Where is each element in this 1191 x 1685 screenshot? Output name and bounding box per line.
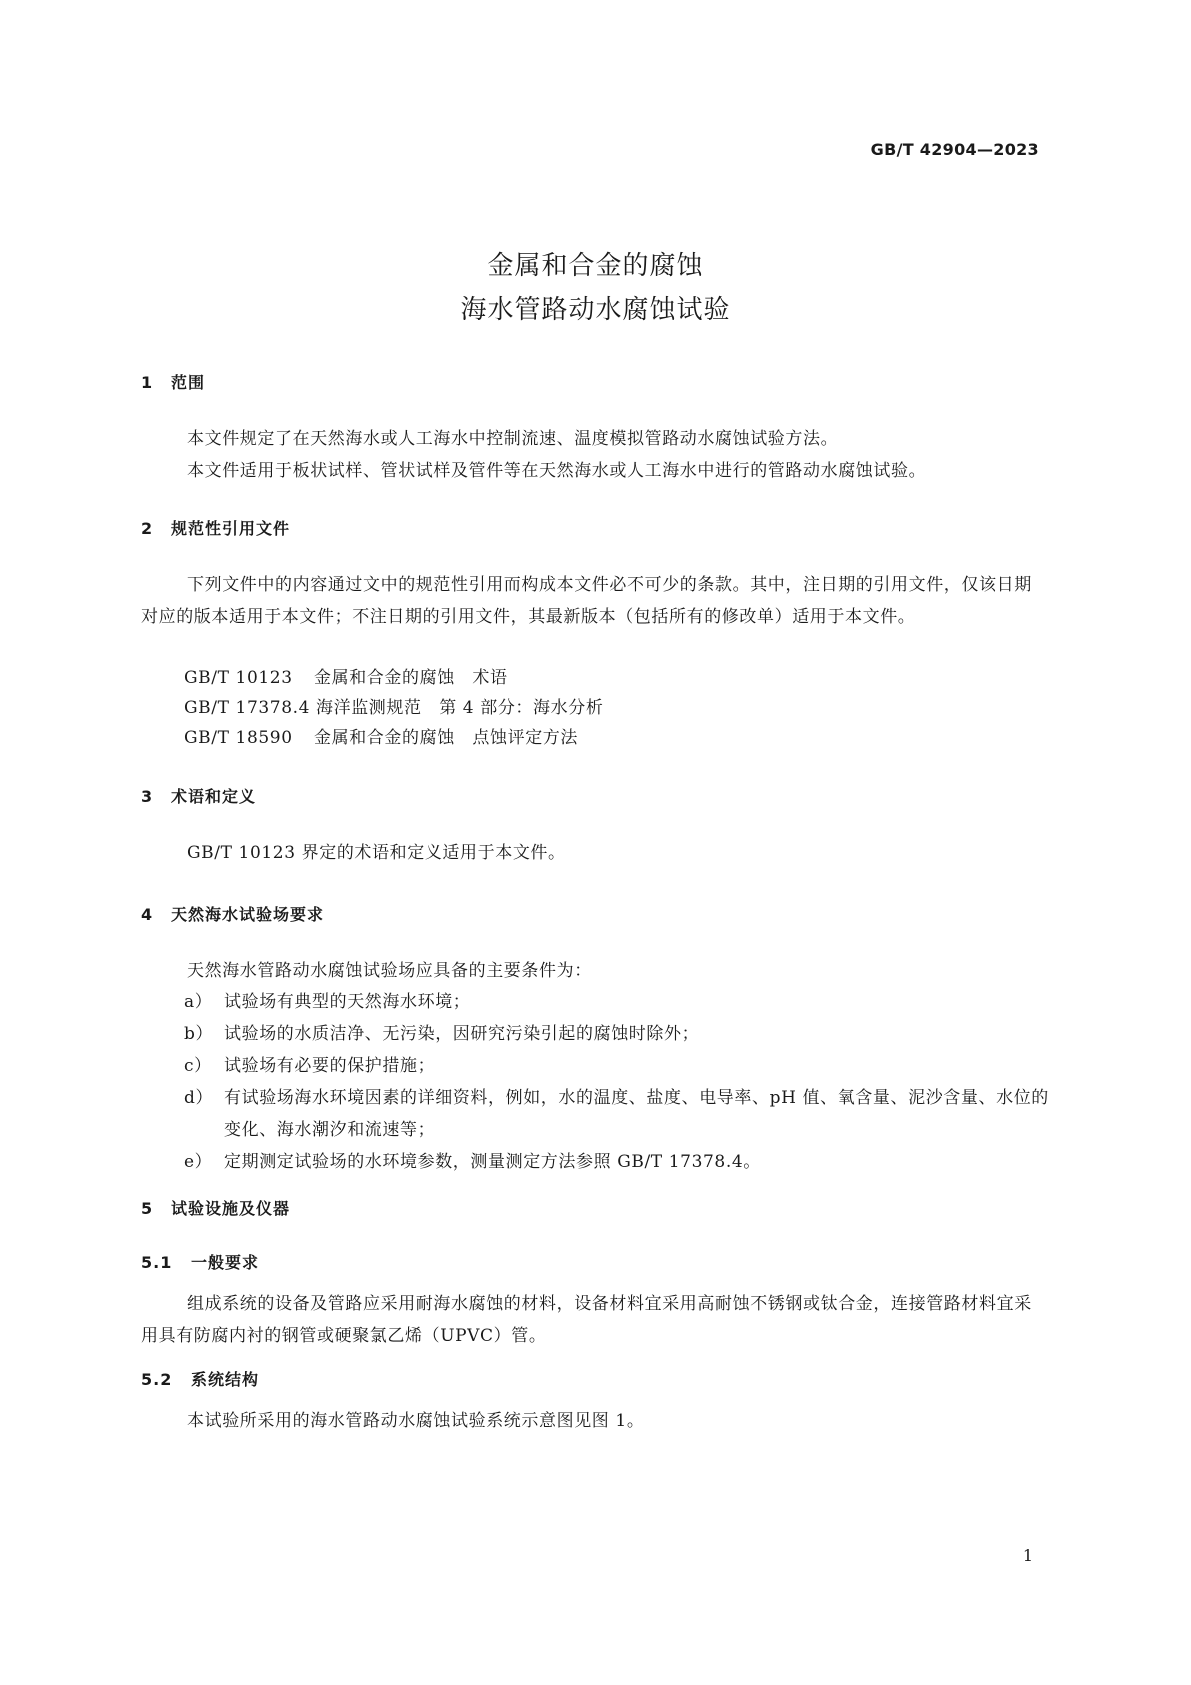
reference-item xyxy=(184,662,508,694)
reference-code: GB/T 18590 xyxy=(184,728,293,748)
standard-code: GB/T 42904—2023 xyxy=(870,140,1039,159)
list-item xyxy=(184,986,1064,1018)
section-number: 4 xyxy=(141,905,154,924)
list-text: 定期测定试验场的水环境参数，测量测定方法参照 GB/T 17378.4。 xyxy=(224,1152,761,1172)
section-title: 规范性引用文件 xyxy=(171,519,291,538)
list-text: 试验场有必要的保护措施； xyxy=(224,1056,436,1076)
section-1-paragraph-2: 本文件适用于板状试样、管状试样及管件等在天然海水或人工海水中进行的管路动水腐蚀试验。 xyxy=(187,461,927,481)
section-5-1-heading xyxy=(141,1250,259,1273)
section-title: 试验设施及仪器 xyxy=(171,1199,291,1218)
section-4-intro: 天然海水管路动水腐蚀试验场应具备的主要条件为： xyxy=(187,961,592,981)
list-marker: b） xyxy=(184,1024,214,1044)
reference-code: GB/T 10123 xyxy=(184,668,293,688)
title-line-2: 海水管路动水腐蚀试验 xyxy=(460,295,731,325)
list-text: 试验场有典型的天然海水环境； xyxy=(224,992,471,1012)
list-marker: d） xyxy=(184,1088,214,1108)
list-text: 试验场的水质洁净、无污染，因研究污染引起的腐蚀时除外； xyxy=(224,1024,700,1044)
list-item xyxy=(184,1146,1064,1178)
section-2-heading xyxy=(141,516,290,539)
reference-item xyxy=(184,722,578,754)
section-1-heading xyxy=(141,370,205,393)
section-number: 5.2 xyxy=(141,1370,173,1389)
list-marker: a） xyxy=(184,992,213,1012)
reference-item xyxy=(184,692,603,724)
list-marker: c） xyxy=(184,1056,212,1076)
reference-title: 海洋监测规范 第 4 部分：海水分析 xyxy=(316,698,604,718)
section-1-paragraph-1: 本文件规定了在天然海水或人工海水中控制流速、温度模拟管路动水腐蚀试验方法。 xyxy=(187,429,839,449)
list-item xyxy=(184,1018,1064,1050)
section-4-heading xyxy=(141,902,324,925)
section-3-heading xyxy=(141,784,256,807)
title-line-1: 金属和合金的腐蚀 xyxy=(487,251,704,281)
list-marker: e） xyxy=(184,1152,213,1172)
section-5-heading xyxy=(141,1196,290,1219)
reference-title: 金属和合金的腐蚀 术语 xyxy=(314,668,508,688)
section-title: 术语和定义 xyxy=(171,787,257,806)
section-title: 一般要求 xyxy=(191,1253,260,1272)
list-item xyxy=(184,1050,1064,1082)
section-number: 5 xyxy=(141,1199,154,1218)
requirements-list xyxy=(184,986,1064,1178)
list-text: 有试验场海水环境因素的详细资料，例如，水的温度、盐度、电导率、pH 值、氧含量、泥沙含量、水位的变化、海水潮汐和流速等； xyxy=(224,1088,1049,1140)
section-5-2-heading xyxy=(141,1367,259,1390)
section-5-2-paragraph: 本试验所采用的海水管路动水腐蚀试验系统示意图见图 1。 xyxy=(187,1411,645,1431)
page-number: 1 xyxy=(1022,1546,1033,1565)
reference-code: GB/T 17378.4 xyxy=(184,698,311,718)
section-title: 天然海水试验场要求 xyxy=(171,905,325,924)
section-number: 2 xyxy=(141,519,154,538)
document-title xyxy=(0,244,1191,332)
section-number: 5.1 xyxy=(141,1253,173,1272)
section-number: 1 xyxy=(141,373,154,392)
section-2-intro: 下列文件中的内容通过文中的规范性引用而构成本文件必不可少的条款。其中，注日期的引用文件，仅该日期对应的版本适用于本文件；不注日期的引用文件，其最新版本（包括所有的修改单）适用于本文件。 xyxy=(141,575,1032,627)
list-item xyxy=(184,1082,1064,1146)
section-3-paragraph: GB/T 10123 界定的术语和定义适用于本文件。 xyxy=(187,843,566,863)
reference-title: 金属和合金的腐蚀 点蚀评定方法 xyxy=(314,728,578,748)
section-number: 3 xyxy=(141,787,154,806)
section-5-1-paragraph: 组成系统的设备及管路应采用耐海水腐蚀的材料，设备材料宜采用高耐蚀不锈钢或钛合金，连接管路材料宜采用具有防腐内衬的钢管或硬聚氯乙烯（UPVC）管。 xyxy=(141,1294,1032,1346)
section-title: 范围 xyxy=(171,373,206,392)
section-title: 系统结构 xyxy=(191,1370,260,1389)
